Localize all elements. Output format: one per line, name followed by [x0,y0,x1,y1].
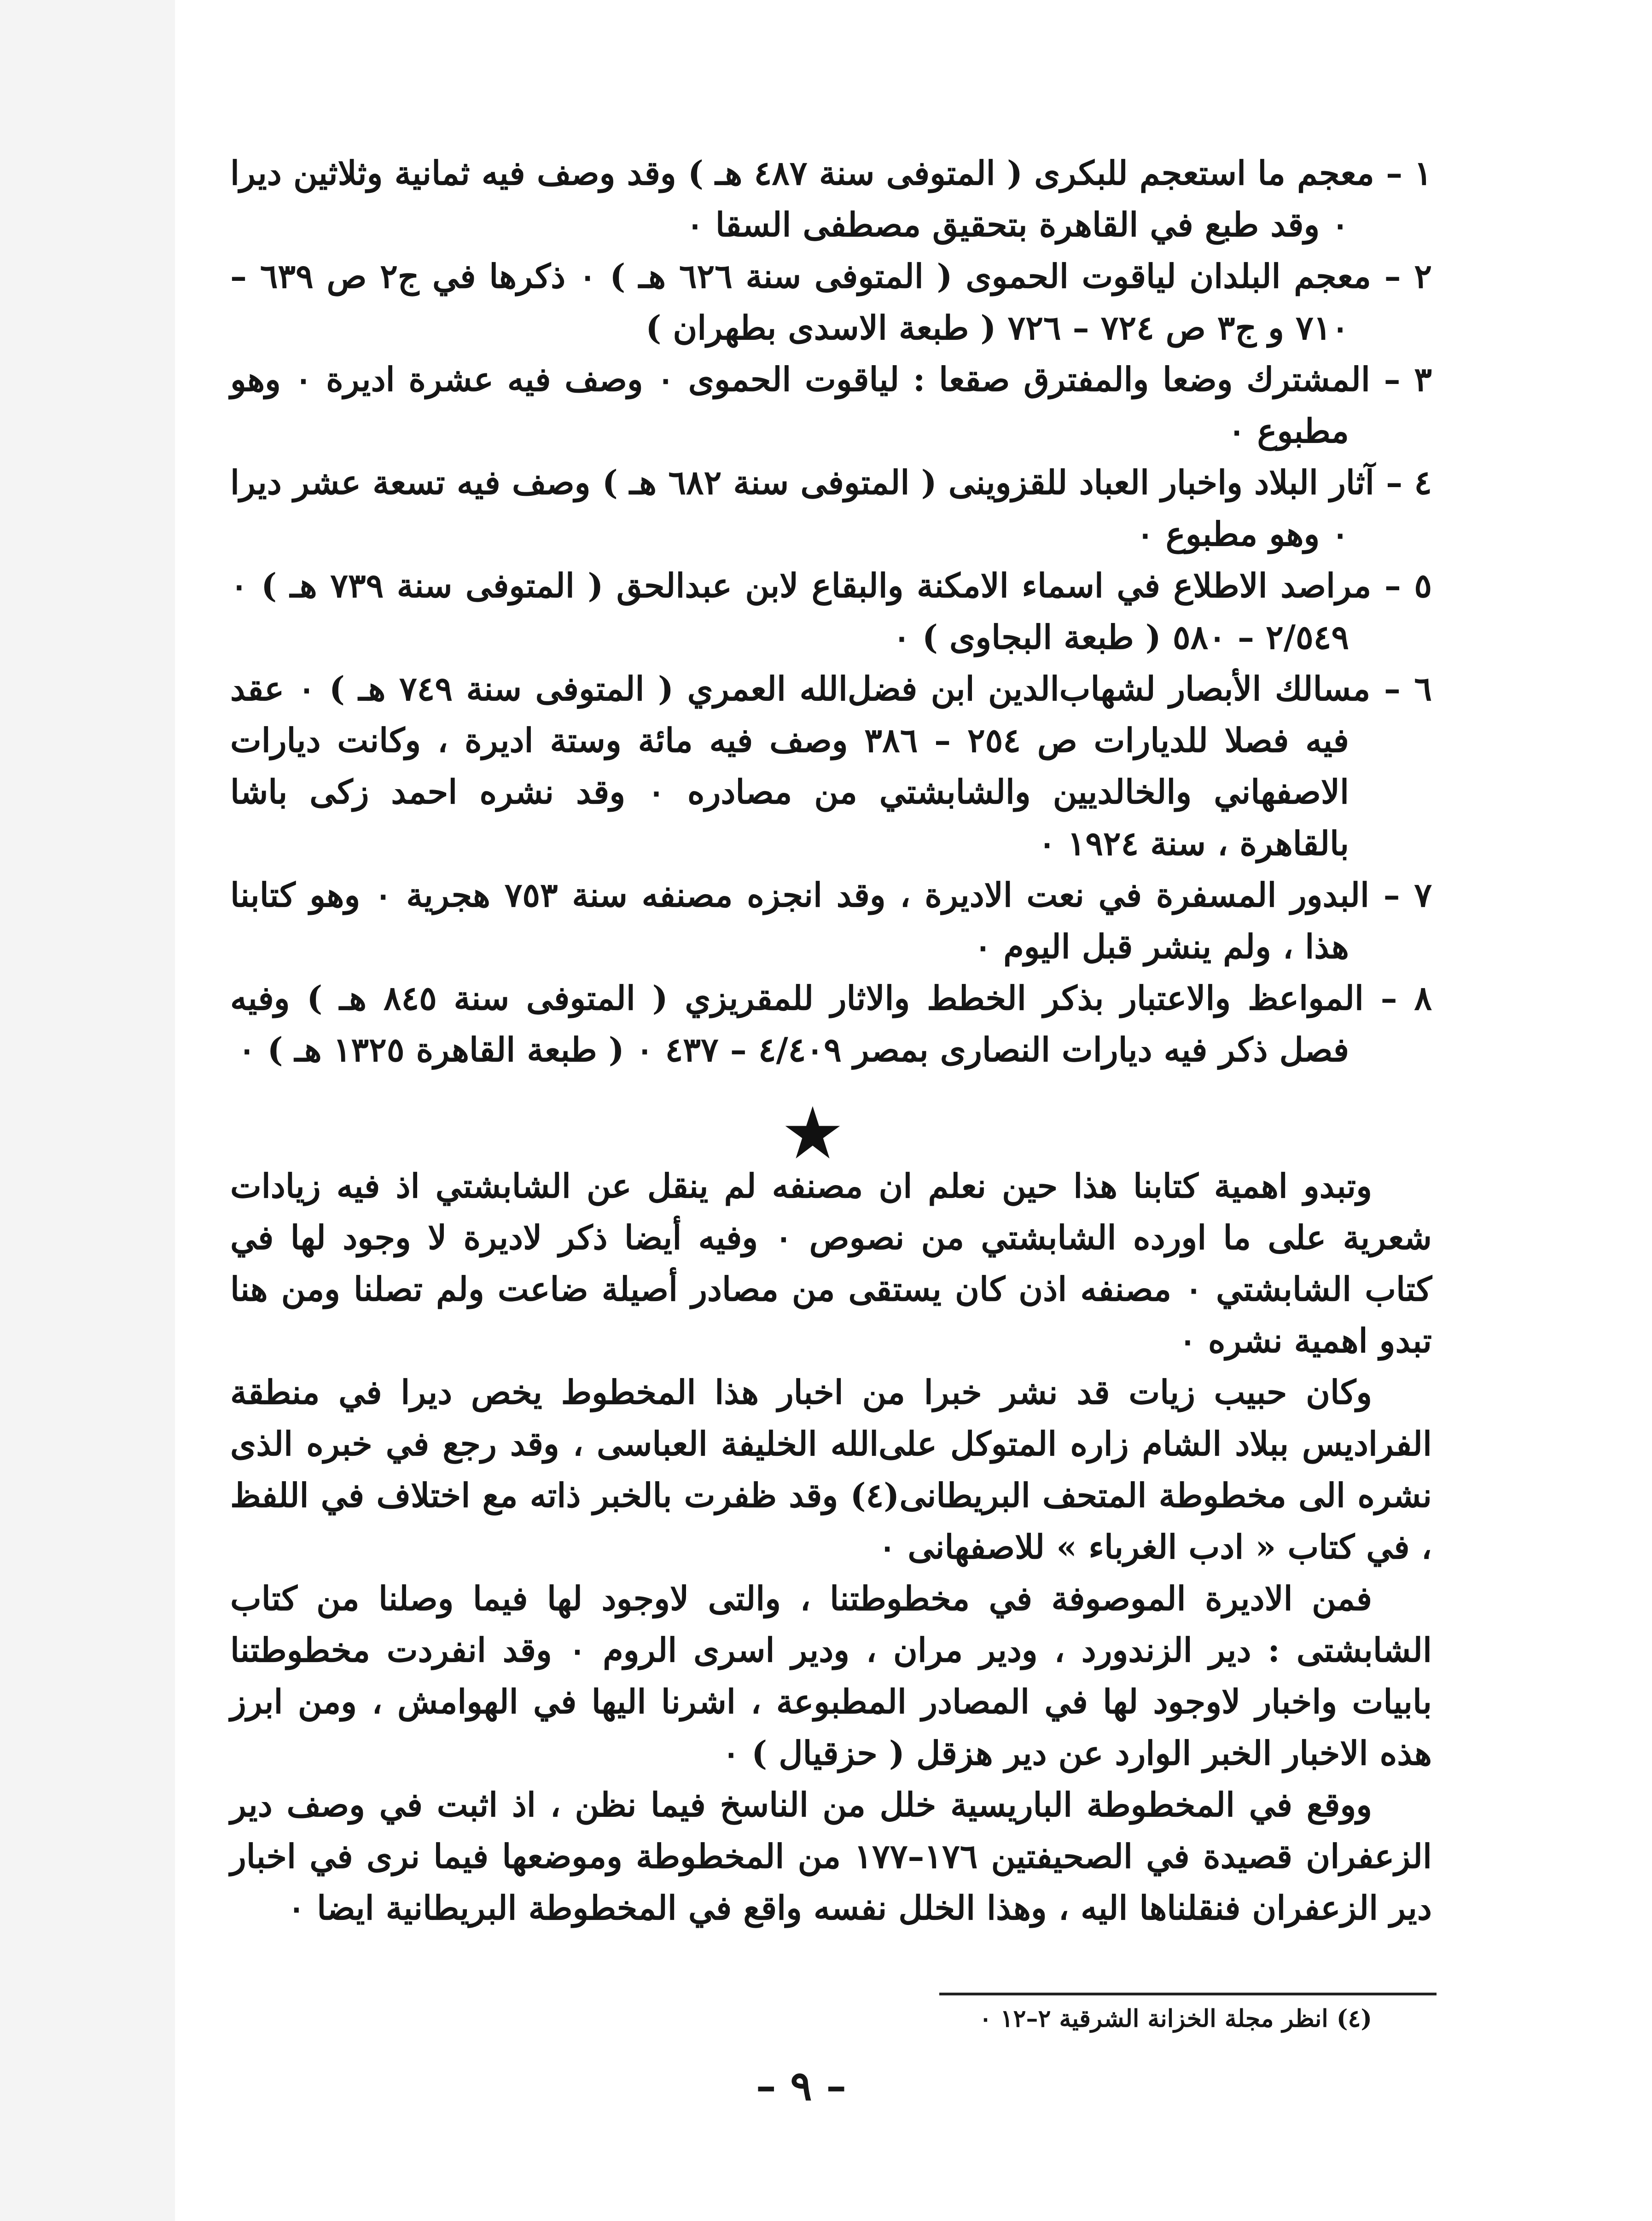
source-entry-4: ٤ – آثار البلاد واخبار العباد للقزوينى ( المتوفى سنة ٦٨٢ هـ ) وصف فيه تسعة عشر ديرا ٠ وهو مطبوع ٠ [230,463,1432,553]
star-divider-icon [783,1105,843,1160]
source-entry-3: ٣ – المشترك وضعا والمفترق صقعا : لياقوت الحموى ٠ وصف فيه عشرة اديرة ٠ وهو مطبوع ٠ [230,360,1432,450]
page-number: – ٩ – [756,2062,847,2110]
source-entry-1: ١ – معجم ما استعجم للبكرى ( المتوفى سنة ٤٨٧ هـ ) وقد وصف فيه ثمانية وثلاثين ديرا ٠ وقد طبع في القاهرة بتحقيق مصطفى السقا ٠ [230,153,1432,244]
source-entry-6: ٦ – مسالك الأبصار لشهاب‌الدين ابن فضل‌الله العمري ( المتوفى سنة ٧٤٩ هـ ) ٠ عقد فيه فصلا للديارات ص ٢٥٤ – ٣٨٦ وصف فيه مائة وستة اديرة ، وكانت ديارات الاصفهاني والخالديين والشابشتي من مصادره ٠ وقد نشره احمد زكى باشا بالقاهرة ، سنة ١٩٢٤ ٠ [230,669,1432,863]
footnote-divider [939,1993,1437,1995]
paragraph-4: ووقع في المخطوطة الباريسية خلل من الناسخ فيما نظن ، اذ اثبت في وصف دير الزعفران قصيدة في الصحيفتين ١٧٦–١٧٧ من المخطوطة وموضعها فيما نرى في اخبار دير الزعفران فنقلناها اليه ، وهذا الخلل نفسه واقع في المخطوطة البريطانية ايضا ٠ [230,1785,1432,1927]
footnote: (٤) انظر مجلة الخزانة الشرقية ٢–١٢ ٠ [979,2005,1372,2033]
source-entry-2: ٢ – معجم البلدان لياقوت الحموى ( المتوفى سنة ٦٢٦ هـ ) ٠ ذكرها في ج٢ ص ٦٣٩ – ٧١٠ و ج٣ ص ٧٢٤ – ٧٢٦ ( طبعة الاسدى بطهران ) [230,256,1432,347]
paragraph-2: وكان حبيب زيات قد نشر خبرا من اخبار هذا المخطوط يخص ديرا في منطقة الفراديس ببلاد الشام زاره المتوكل على‌الله الخليفة العباسى ، وقد رجع في خبره الذى نشره الى مخطوطة المتحف البريطانى(٤) وقد ظفرت بالخبر ذاته مع اختلاف في اللفظ ، في كتاب « ادب الغرباء » للاصفهانى ٠ [230,1372,1432,1566]
paragraph-1: وتبدو اهمية كتابنا هذا حين نعلم ان مصنفه لم ينقل عن الشابشتي اذ فيه زيادات شعرية على ما اورده الشابشتي من نصوص ٠ وفيه أيضا ذكر لاديرة لا وجود لها في كتاب الشابشتي ٠ مصنفه اذن كان يستقى من مصادر أصيلة ضاعت ولم تصلنا ومن هنا تبدو اهمية نشره ٠ [230,1166,1432,1360]
paragraph-3: فمن الاديرة الموصوفة في مخطوطتنا ، والتى لاوجود لها فيما وصلنا من كتاب الشابشتى : دير الزندورد ، ودير مران ، ودير اسرى الروم ٠ وقد انفردت مخطوطتنا بابيات واخبار لاوجود لها في المصادر المطبوعة ، اشرنا اليها في الهوامش ، ومن ابرز هذه الاخبار الخبر الوارد عن دير هزقل ( حزقيال ) ٠ [230,1579,1432,1773]
source-entry-8: ٨ – المواعظ والاعتبار بذكر الخطط والاثار للمقريزي ( المتوفى سنة ٨٤٥ هـ ) وفيه فصل ذكر فيه ديارات النصارى بمصر ٤/٤٠٩ – ٤٣٧ ٠ ( طبعة القاهرة ١٣٢٥ هـ ) ٠ [230,978,1432,1069]
source-entry-5: ٥ – مراصد الاطلاع في اسماء الامكنة والبقاع لابن عبدالحق ( المتوفى سنة ٧٣٩ هـ ) ٠ ٢/٥٤٩ – ٥٨٠ ( طبعة البجاوى ) ٠ [230,566,1432,657]
sources-list [230,147,1432,1076]
body-text [230,1160,1432,1934]
source-entry-7: ٧ – البدور المسفرة في نعت الاديرة ، وقد انجزه مصنفه سنة ٧٥٣ هجرية ٠ وهو كتابنا هذا ، ولم ينشر قبل اليوم ٠ [230,875,1432,966]
